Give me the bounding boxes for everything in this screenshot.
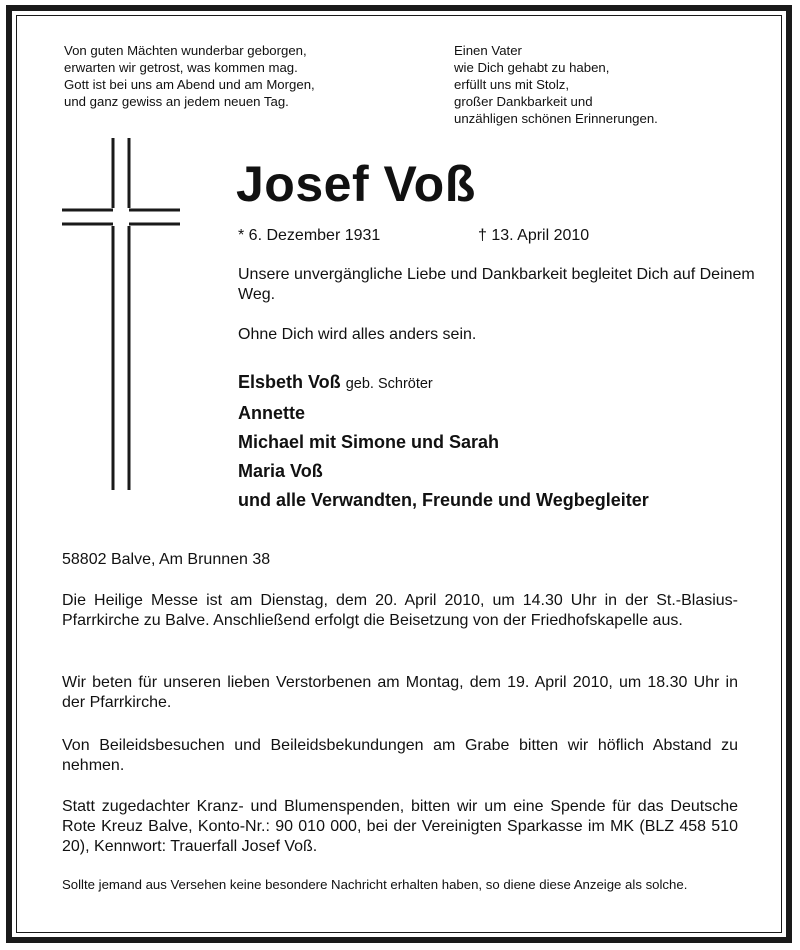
paragraph-condolences: Von Beileidsbesuchen und Beileidsbekundungen am Grabe bitten wir höflich Abstand zu nehmen. — [62, 737, 738, 774]
deceased-name: Josef Voß — [236, 156, 476, 212]
poem-right-line: erfüllt uns mit Stolz, — [454, 77, 570, 92]
mourner-widow — [238, 368, 649, 399]
poem-right-line: unzähligen schönen Erinnerungen. — [454, 111, 658, 126]
mourner-name: Elsbeth Voß — [238, 372, 341, 392]
poem-right — [454, 42, 658, 127]
poem-left-line: erwarten wir getrost, was kommen mag. — [64, 60, 298, 75]
maiden-name-note: geb. Schröter — [345, 376, 433, 392]
paragraph-mass: Die Heilige Messe ist am Dienstag, dem 20. April 2010, um 14.30 Uhr in der St.-Blasius-Pfarrkirche zu Balve. Anschließend erfolgt die Beisetzung von der Friedhofskapelle aus. — [62, 592, 738, 629]
message-love: Unsere unvergängliche Liebe und Dankbarkeit begleitet Dich auf Deinem Weg. — [238, 266, 755, 303]
poem-left-line: und ganz gewiss an jedem neuen Tag. — [64, 94, 289, 109]
poem-right-line: Einen Vater — [454, 43, 522, 58]
mourner-name: Maria Voß — [238, 461, 323, 481]
poem-right-line: großer Dankbarkeit und — [454, 94, 593, 109]
poem-left — [64, 42, 315, 110]
poem-right-line: wie Dich gehabt zu haben, — [454, 60, 610, 75]
poem-left-line: Von guten Mächten wunderbar geborgen, — [64, 43, 307, 58]
message-without-you: Ohne Dich wird alles anders sein. — [238, 326, 477, 343]
footnote: Sollte jemand aus Versehen keine besondere Nachricht erhalten haben, so diene diese Anzeige als solche. — [62, 877, 688, 892]
paragraph-prayer: Wir beten für unseren lieben Verstorbenen am Montag, dem 19. April 2010, um 18.30 Uhr in der Pfarrkirche. — [62, 674, 738, 711]
paragraph-donation: Statt zugedachter Kranz- und Blumenspenden, bitten wir um eine Spende für das Deutsche Rote Kreuz Balve, Konto-Nr.: 90 010 000, bei der Vereinigten Sparkasse im MK (BLZ 458 510 20), Kennwort: Trauerfall Josef Voß. — [62, 798, 738, 855]
mourner-name: und alle Verwandten, Freunde und Wegbegleiter — [238, 490, 649, 510]
birth-date: * 6. Dezember 1931 — [238, 227, 381, 244]
poem-left-line: Gott ist bei uns am Abend und am Morgen, — [64, 77, 315, 92]
family-address: 58802 Balve, Am Brunnen 38 — [62, 551, 271, 568]
mourner-name: Michael mit Simone und Sarah — [238, 432, 500, 452]
mourners-list — [238, 368, 649, 515]
cross-icon — [62, 138, 180, 494]
mourner-name: Annette — [238, 403, 305, 423]
death-date: † 13. April 2010 — [478, 227, 590, 244]
